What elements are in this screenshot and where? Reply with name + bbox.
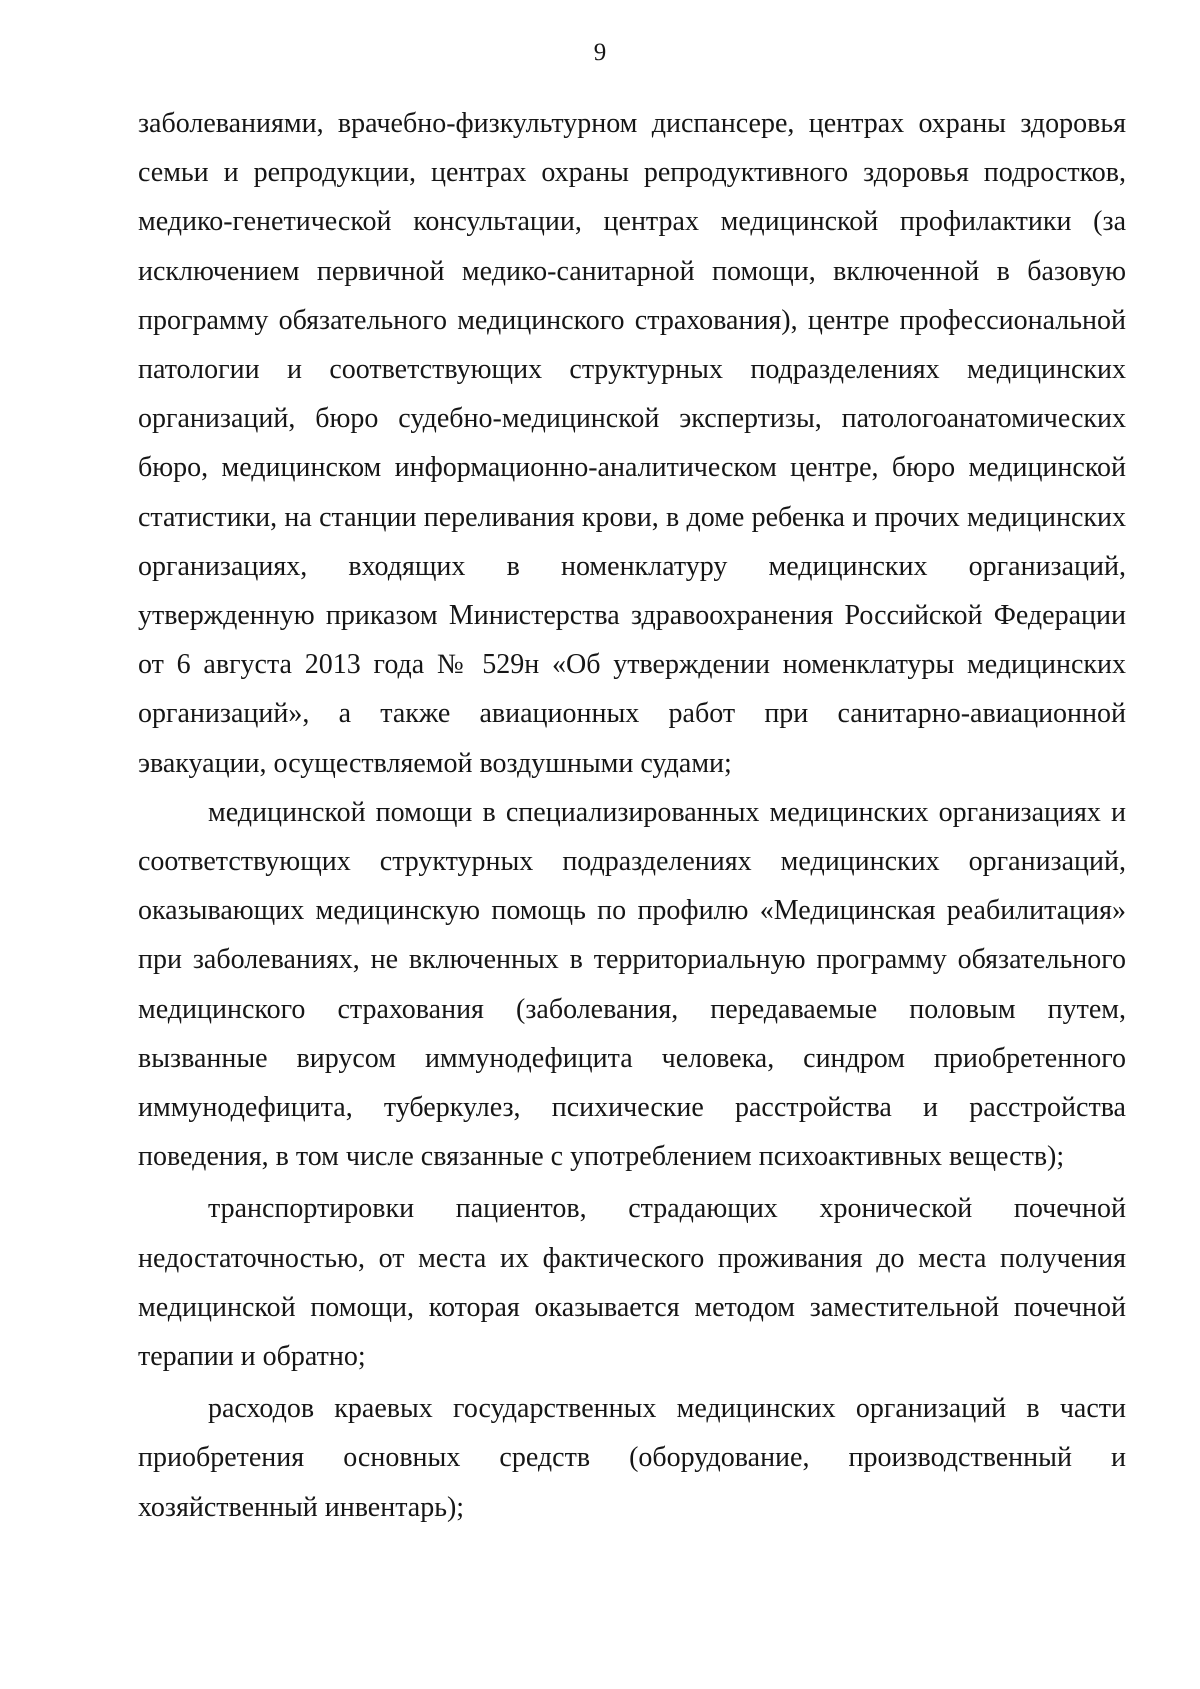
- paragraph: расходов краевых государственных медицинских организаций в части приобретения основных средств (оборудование, производственный и хозяйственный инвентарь);: [138, 1393, 1126, 1523]
- paragraph: медицинской помощи в специализированных медицинских организациях и соответствующих структурных подразделениях медицинских организаций, оказывающих медицинскую помощь по профилю «Медицинская реабилитация» при заболеваниях, не включенных в территориальную программу обязательного медицинского страхования (заболевания, передаваемые половым путем, вызванные вирусом иммунодефицита человека, синдром приобретенного иммунодефицита, туберкулез, психические расстройства и расстройства поведения, в том числе связанные с употреблением психоактивных веществ);: [138, 796, 1126, 1173]
- page-number: 9: [593, 39, 607, 66]
- document-body: [138, 99, 1126, 1532]
- paragraph: транспортировки пациентов, страдающих хронической почечной недостаточностью, от места их фактического проживания до места получения медицинской помощи, которая оказывается методом заместительной почечной терапии и обратно;: [138, 1193, 1126, 1373]
- paragraph-continued: заболеваниями, врачебно-физкультурном диспансере, центрах охраны здоровья семьи и репродукции, центрах охраны репродуктивного здоровья подростков, медико-генетической консультации, центрах медицинской профилактики (за исключением первичной медико-санитарной помощи, включенной в базовую программу обязательного медицинского страхования), центре профессиональной патологии и соответствующих структурных подразделениях медицинских организаций, бюро судебно-медицинской экспертизы, патологоанатомических бюро, медицинском информационно-аналитическом центре, бюро медицинской статистики, на станции переливания крови, в доме ребенка и прочих медицинских организациях, входящих в номенклатуру медицинских организаций, утвержденную приказом Министерства здравоохранения Российской Федерации от 6 августа 2013 года № 529н «Об утверждении номенклатуры медицинских организаций», а также авиационных работ при санитарно-авиационной эвакуации, осуществляемой воздушными судами;: [138, 108, 1126, 779]
